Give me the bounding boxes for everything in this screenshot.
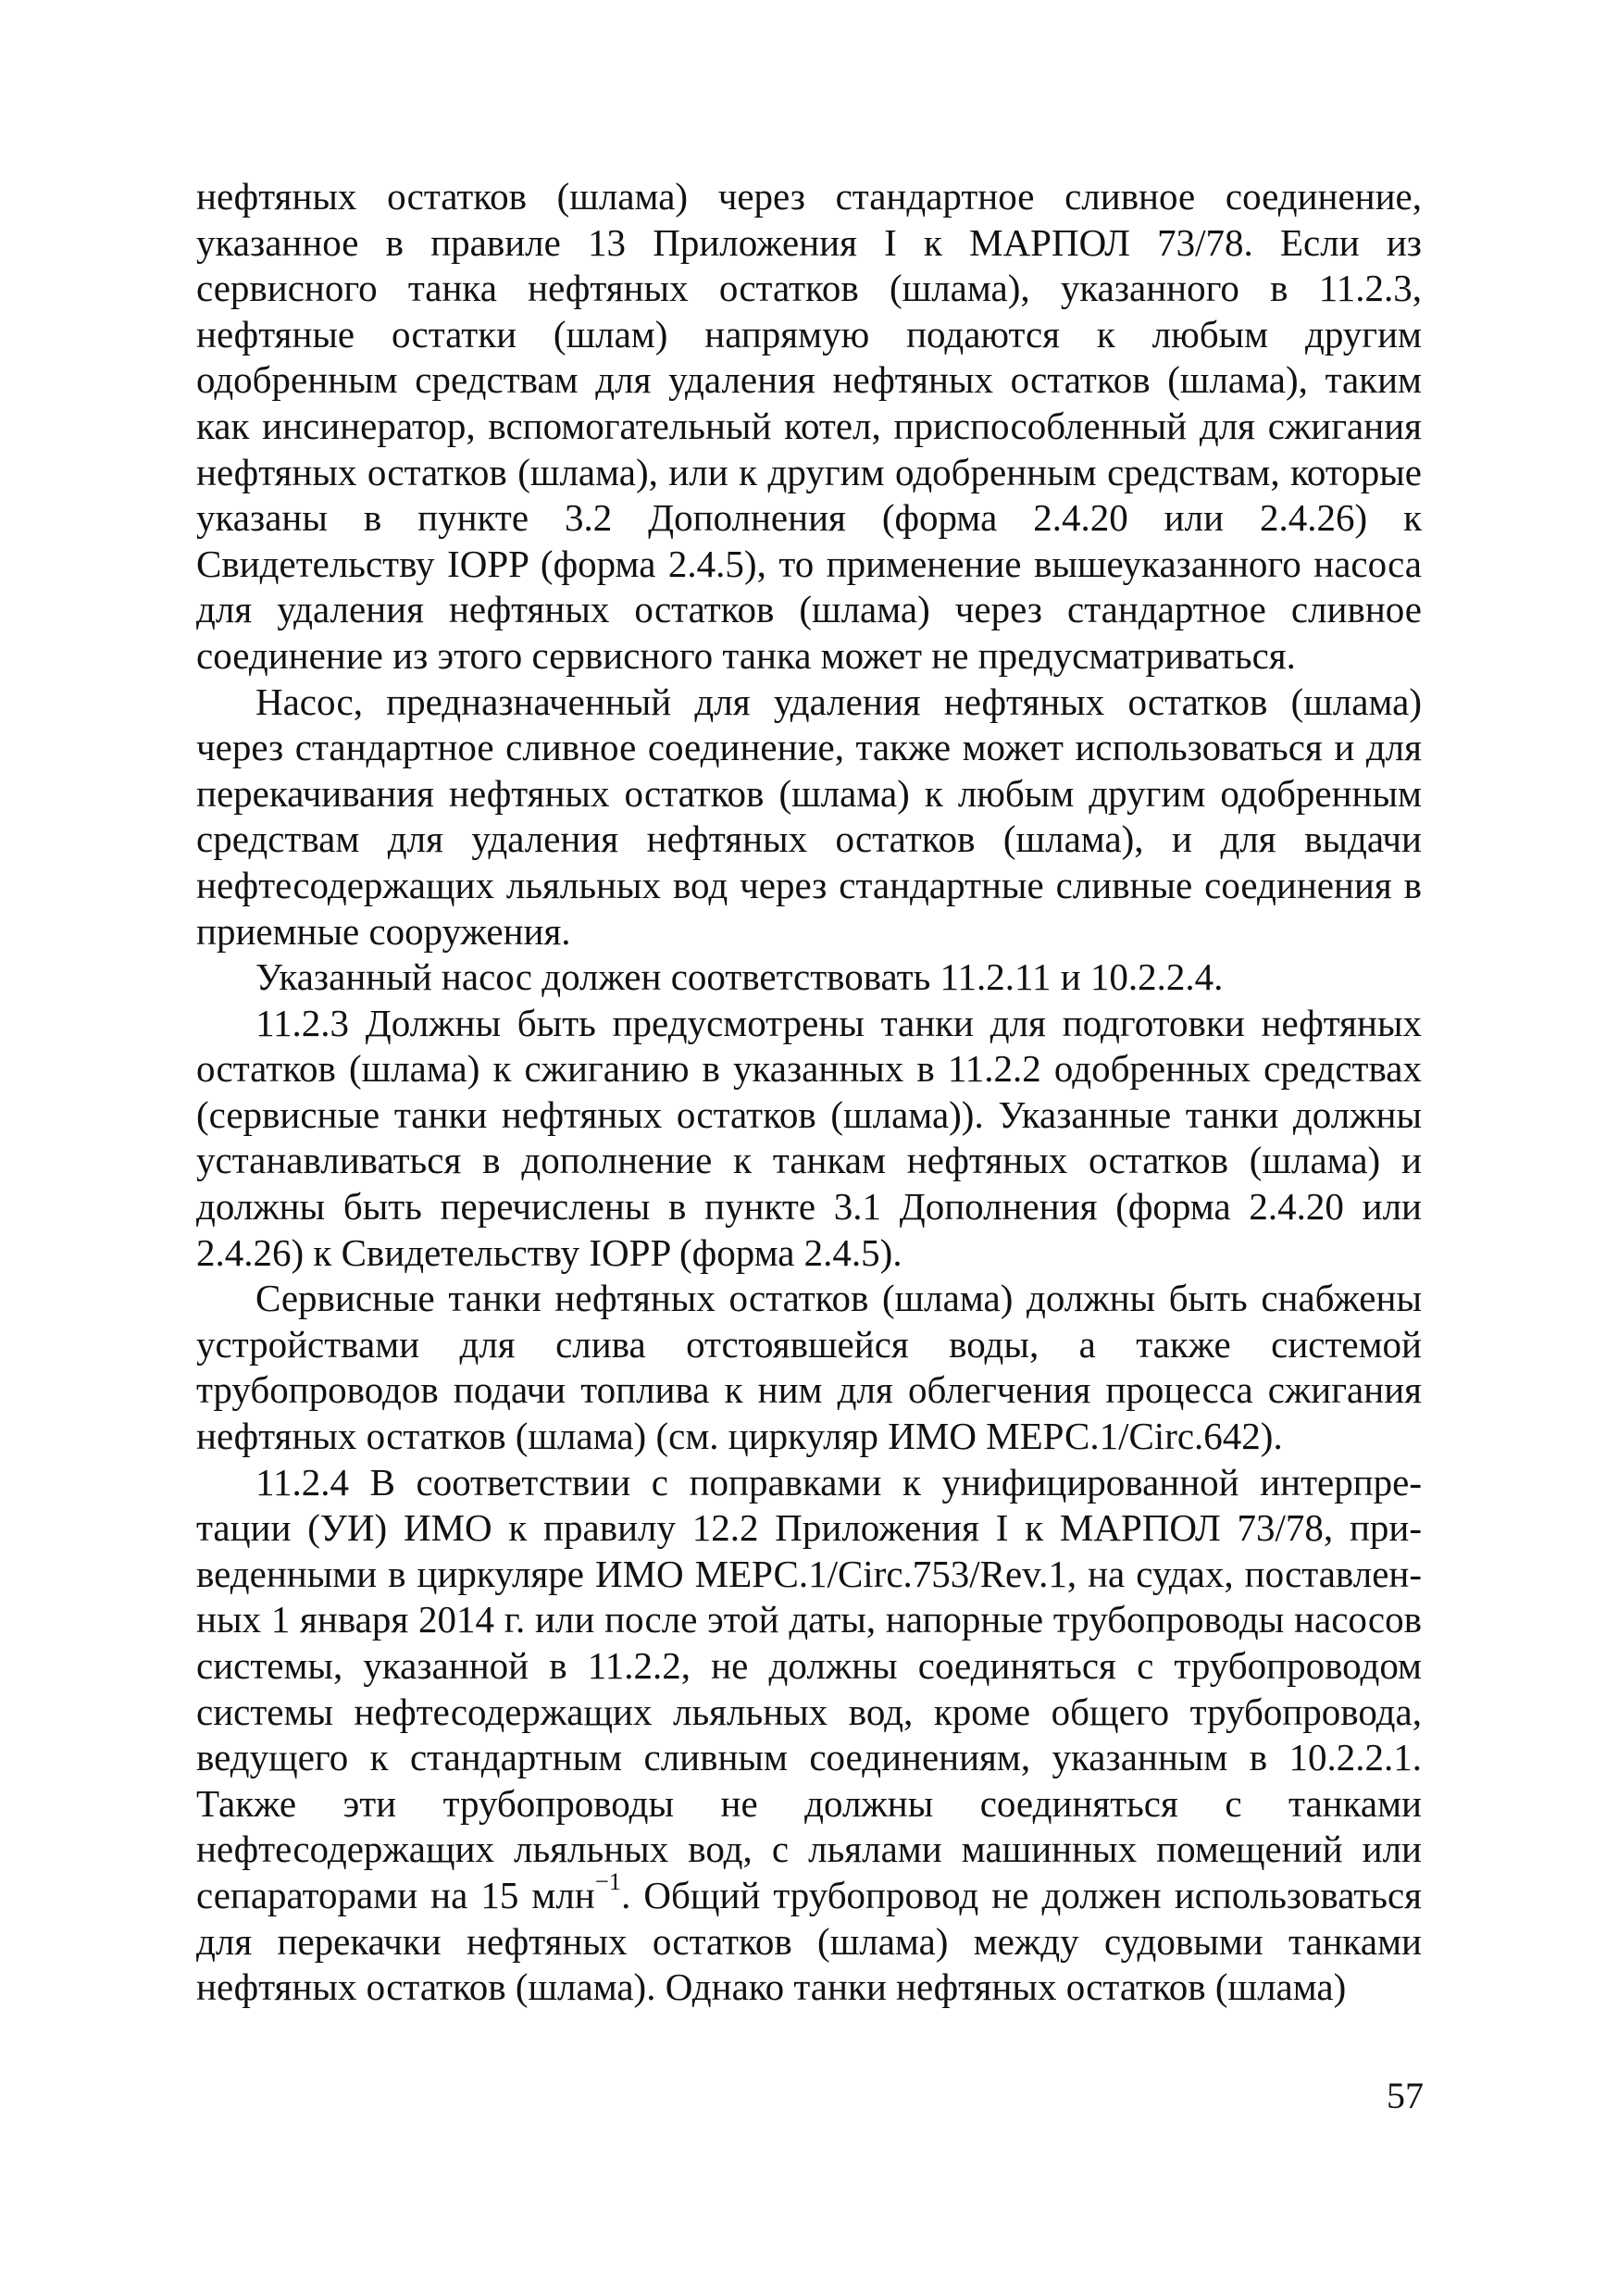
paragraph-11-2-4: [196, 1460, 1422, 2011]
paragraph-11-2-4-text-before: 11.2.4 В соответствии с поправками к унифицированной интерпретации (УИ) ИМО к правилу 12.2 Приложения I к МАРПОЛ 73/78, приведенными в циркуляре ИМО МЕРС.1/Circ.753/Rev.1, на судах, поставленных 1 января 2014 г. или после этой даты, напорные трубопроводы насосов системы, указанной в 11.2.2, не должны соединяться с трубопроводом системы нефтесодержащих льяльных вод, кроме общего трубопровода, ведущего к стандартным сливным соединениям, указанным в 10.2.2.1. Также эти трубопроводы не должны соединяться с танками нефтесодержащих льяльных вод, с льялами машинных помещений или сепараторами на 15 млн: [196, 1460, 1422, 1916]
superscript-unit: −1: [594, 1866, 622, 1895]
page-number: 57: [1387, 2075, 1424, 2116]
paragraph-pump-use: Насос, предназначенный для удаления нефтяных остатков (шлама) через стандартное сливное соединение, также может использоваться и для перекачивания нефтяных остатков (шлама) к любым другим одобренным средствам для удаления нефтяных остатков (шлама), и для выдачи нефтесодержащих льяльных вод через стандартные сливные соединения в приемные сооружения.: [196, 680, 1422, 953]
paragraph-pump-requirement: Указанный насос должен соответствовать 11.2.11 и 10.2.2.4.: [255, 955, 1224, 999]
paragraph-11-2-3: 11.2.3 Должны быть предусмотрены танки для подготовки нефтяных остатков (шлама) к сжиганию в указанных в 11.2.2 одобренных средствах (сервисные танки нефтяных остатков (шлама)). Указанные танки должны устанавливаться в дополнение к танкам нефтяных остатков (шлама) и должны быть перечислены в пункте 3.1 Дополнения (форма 2.4.20 или 2.4.26) к Свидетельству IOPP (форма 2.4.5).: [196, 1001, 1422, 1274]
paragraph-11-2-4-text-after: . Общий трубопровод не должен использоваться для перекачки нефтяных остатков (шлама) между судовыми танками нефтяных остатков (шлама). Однако танки нефтяных остатков (шлама): [196, 1873, 1422, 2009]
paragraph-continuation: нефтяных остатков (шлама) через стандартное сливное соединение, указанное в правиле 13 Приложения I к МАРПОЛ 73/78. Если из сервисного танка нефтяных остатков (шлама), указанного в 11.2.3, нефтяные остатки (шлам) напрямую подаются к любым другим одобренным средствам для удаления нефтяных остатков (шлама), таким как инсинератор, вспомогательный котел, приспособленный для сжигания нефтяных остатков (шлама), или к другим одобренным средствам, которые указаны в пункте 3.2 Дополнения (форма 2.4.20 или 2.4.26) к Свидетельству IOPP (форма 2.4.5), то применение вышеуказанного насоса для удаления нефтяных остатков (шлама) через стандартное сливное соединение из этого сервисного танка может не предусматриваться.: [196, 175, 1422, 677]
paragraph-service-tanks: Сервисные танки нефтяных остатков (шлама) должны быть снабжены устройствами для слива отстоявшейся воды, а также системой трубопроводов подачи топлива к ним для облегчения процесса сжигания нефтяных остатков (шлама) (см. циркуляр ИМО МЕРС.1/Circ.642).: [196, 1277, 1422, 1458]
page-body-text: [196, 174, 1422, 2011]
